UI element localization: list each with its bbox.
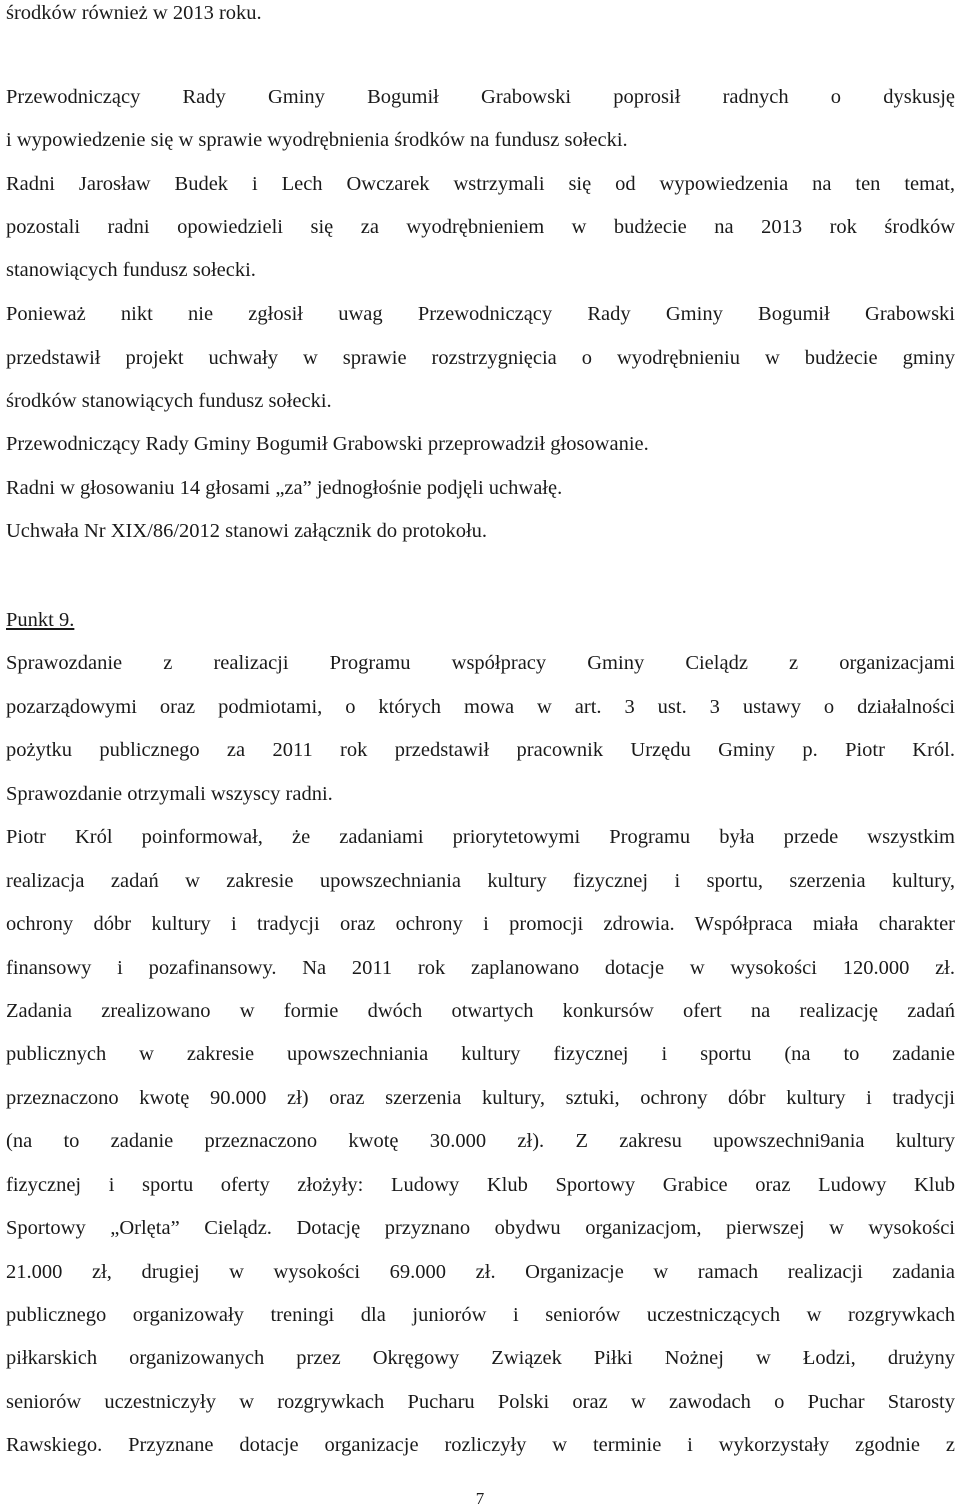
page-number: 7	[475, 1489, 485, 1508]
text-line: stanowiących fundusz sołecki.	[6, 259, 256, 281]
text-line: ochrony dóbr kultury i tradycji oraz ochrony i promocji zdrowia. Współpraca miała charakter	[6, 913, 955, 935]
text-line: Sprawozdanie z realizacji Programu współpracy Gminy Cielądz z organizacjami	[6, 652, 955, 674]
text-line: przedstawił projekt uchwały w sprawie rozstrzygnięcia o wyodrębnieniu w budżecie gminy	[6, 347, 955, 369]
text-line: Sprawozdanie otrzymali wszyscy radni.	[6, 783, 333, 805]
text-line: fizycznej i sportu oferty złożyły: Ludowy Klub Sportowy Grabice oraz Ludowy Klub	[6, 1174, 955, 1196]
text-line: Rawskiego. Przyznane dotacje organizacje rozliczyły w terminie i wykorzystały zgodnie z	[6, 1434, 955, 1456]
text-line: i wypowiedzenie się w sprawie wyodrębnienia środków na fundusz sołecki.	[6, 129, 628, 151]
text-line: Uchwała Nr XIX/86/2012 stanowi załącznik do protokołu.	[6, 520, 488, 542]
text-line: środków stanowiących fundusz sołecki.	[6, 390, 332, 412]
text-line: przeznaczono kwotę 90.000 zł) oraz szerzenia kultury, sztuki, ochrony dóbr kultury i tradycji	[6, 1087, 955, 1109]
text-line: piłkarskich organizowanych przez Okręgowy Związek Piłki Nożnej w Łodzi, drużyny	[6, 1347, 955, 1369]
text-line: publicznych w zakresie upowszechniania kultury fizycznej i sportu (na to zadanie	[6, 1043, 955, 1065]
text-line: seniorów uczestniczyły w rozgrywkach Pucharu Polski oraz w zawodach o Puchar Starosty	[6, 1391, 955, 1413]
text-line: Przewodniczący Rady Gminy Bogumił Grabowski poprosił radnych o dyskusję	[6, 86, 955, 108]
text-line: Piotr Król poinformował, że zadaniami priorytetowymi Programu była przede wszystkim	[6, 826, 955, 848]
text-line: Radni w głosowaniu 14 głosami „za” jednogłośnie podjęli uchwałę.	[6, 477, 563, 499]
text-line: Ponieważ nikt nie zgłosił uwag Przewodniczący Rady Gminy Bogumił Grabowski	[6, 303, 955, 325]
text-line: Zadania zrealizowano w formie dwóch otwartych konkursów ofert na realizację zadań	[6, 1000, 955, 1022]
text-line: publicznego organizowały treningi dla juniorów i seniorów uczestniczących w rozgrywkach	[6, 1304, 955, 1326]
text-line: środków również w 2013 roku.	[6, 2, 262, 24]
text-line: (na to zadanie przeznaczono kwotę 30.000 zł). Z zakresu upowszechni9ania kultury	[6, 1130, 955, 1152]
text-line: 21.000 zł, drugiej w wysokości 69.000 zł. Organizacje w ramach realizacji zadania	[6, 1261, 955, 1283]
text-line: Radni Jarosław Budek i Lech Owczarek wstrzymali się od wypowiedzenia na ten temat,	[6, 173, 955, 195]
text-line: realizacja zadań w zakresie upowszechniania kultury fizycznej i sportu, szerzenia kultury,	[6, 870, 955, 892]
section-heading: Punkt 9.	[6, 609, 75, 631]
text-line: finansowy i pozafinansowy. Na 2011 rok zaplanowano dotacje w wysokości 120.000 zł.	[6, 957, 955, 979]
text-line: Sportowy „Orlęta” Cielądz. Dotację przyznano obydwu organizacjom, pierwszej w wysokości	[6, 1217, 955, 1239]
text-line: pożytku publicznego za 2011 rok przedstawił pracownik Urzędu Gminy p. Piotr Król.	[6, 739, 955, 761]
text-line: pozarządowymi oraz podmiotami, o których mowa w art. 3 ust. 3 ustawy o działalności	[6, 696, 955, 718]
text-line: pozostali radni opowiedzieli się za wyodrębnieniem w budżecie na 2013 rok środków	[6, 216, 955, 238]
text-line: Przewodniczący Rady Gminy Bogumił Grabowski przeprowadził głosowanie.	[6, 433, 649, 455]
